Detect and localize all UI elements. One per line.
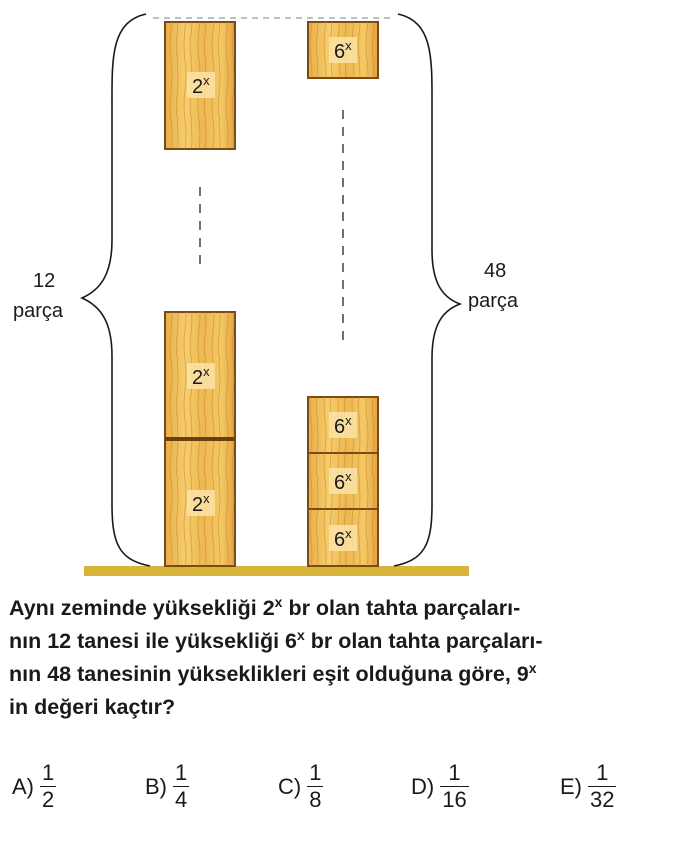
- right-block-top-label: 6$^x$: [334, 38, 352, 63]
- right-count-number: 48: [484, 260, 507, 282]
- right-count-unit: parça: [468, 290, 519, 312]
- option-a[interactable]: A) $\frac{1}{2}$: [12, 760, 55, 812]
- left-brace: [82, 14, 150, 566]
- question-line-3: nın 48 tanesinin yükseklikleri eşit olduğuna göre, 9$^x$: [9, 660, 537, 686]
- question-line-2: nın 12 tanesi ile yüksekliği 6$^x$ br olan tahta parçaları-: [9, 627, 543, 653]
- right-block-2: [308, 453, 378, 509]
- right-block-3: [308, 397, 378, 453]
- answer-options: [0, 760, 675, 830]
- question-line-4: in değeri kaçtır?: [9, 695, 176, 719]
- left-count-number: 12: [33, 270, 56, 292]
- left-block-bottom-label: 2$^x$: [192, 491, 210, 516]
- left-block-bottom: [165, 439, 235, 566]
- question-text: [9, 592, 669, 724]
- right-block-2-label: 6$^x$: [334, 469, 352, 494]
- right-block-top: [308, 22, 378, 78]
- left-count-unit: parça: [13, 300, 64, 322]
- right-block-1-label: 6$^x$: [334, 526, 352, 551]
- ground: [84, 566, 469, 576]
- right-brace: [394, 14, 460, 566]
- left-block-top-label: 2$^x$: [192, 73, 210, 98]
- option-b[interactable]: B) $\frac{1}{4}$: [145, 760, 188, 812]
- right-block-1: [308, 509, 378, 566]
- option-e[interactable]: E) $\frac{1}{32}$: [560, 760, 615, 812]
- left-block-middle-label: 2$^x$: [192, 364, 210, 389]
- option-d[interactable]: D) $\frac{1}{16}$: [411, 760, 467, 812]
- left-block-top: [165, 22, 235, 149]
- left-block-middle: [165, 312, 235, 439]
- question-line-1: Aynı zeminde yüksekliği 2$^x$ br olan tahta parçaları-: [9, 594, 521, 620]
- right-block-3-label: 6$^x$: [334, 413, 352, 438]
- option-c[interactable]: C) $\frac{1}{8}$: [278, 760, 322, 812]
